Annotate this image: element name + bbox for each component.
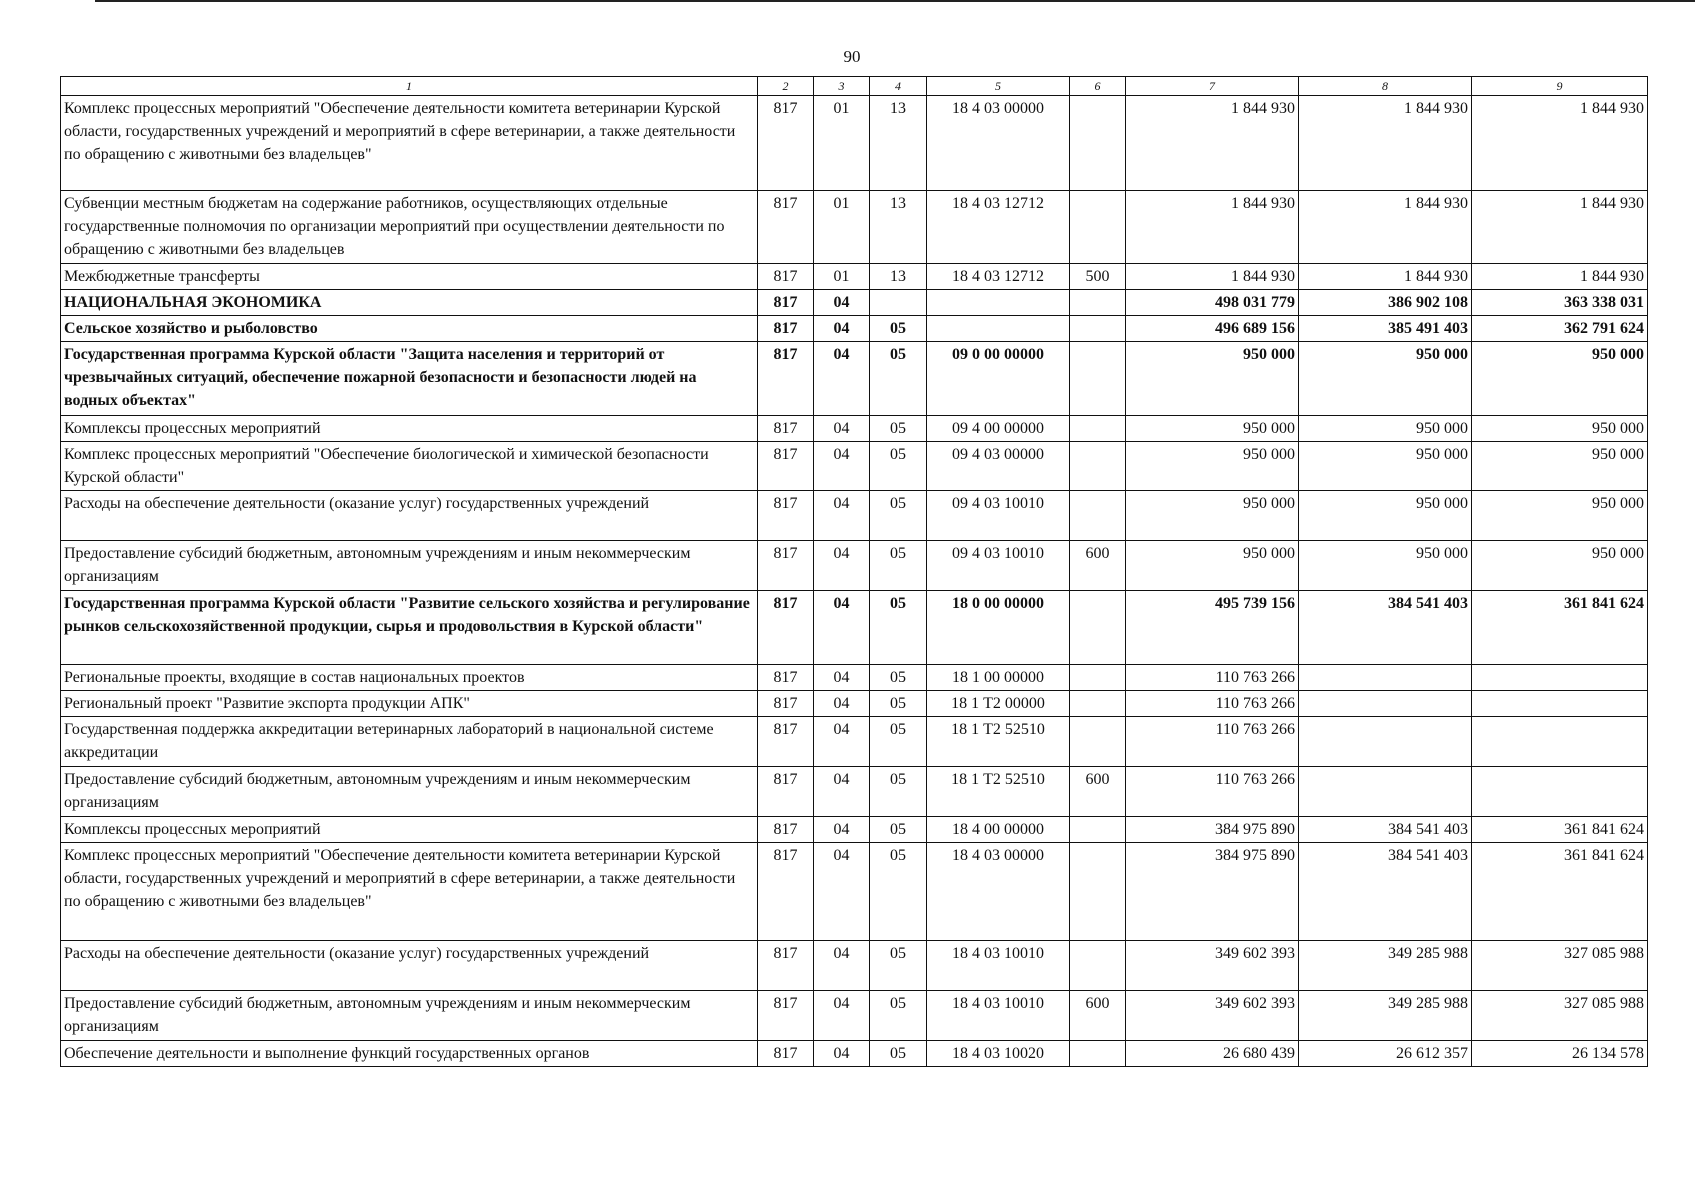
target-article-cell: 18 4 03 12712 <box>927 191 1070 264</box>
ministry-code-cell: 817 <box>758 843 814 941</box>
amount-year1-cell: 384 975 890 <box>1126 817 1299 843</box>
section-code-cell: 04 <box>814 817 870 843</box>
table-row <box>61 691 1648 717</box>
subsection-code-cell: 05 <box>870 717 927 767</box>
amount-year3-cell: 950 000 <box>1472 442 1648 491</box>
amount-year2-cell: 950 000 <box>1299 491 1472 541</box>
subsection-code-cell: 05 <box>870 491 927 541</box>
row-name-cell: НАЦИОНАЛЬНАЯ ЭКОНОМИКА <box>61 290 758 316</box>
row-name-cell: Региональные проекты, входящие в состав национальных проектов <box>61 665 758 691</box>
ministry-code-cell: 817 <box>758 717 814 767</box>
amount-year3-cell <box>1472 691 1648 717</box>
expense-type-cell: 600 <box>1070 767 1126 817</box>
subsection-code-cell: 05 <box>870 843 927 941</box>
ministry-code-cell: 817 <box>758 264 814 290</box>
table-row <box>61 416 1648 442</box>
amount-year2-cell: 386 902 108 <box>1299 290 1472 316</box>
row-name-cell: Государственная программа Курской области "Защита населения и территорий от чрезвычайных ситуаций, обеспечение пожарной безопасности и безопасности людей на водных объектах" <box>61 342 758 416</box>
target-article-cell: 18 4 03 00000 <box>927 843 1070 941</box>
column-number: 1 <box>61 77 758 96</box>
amount-year1-cell: 950 000 <box>1126 541 1299 591</box>
amount-year1-cell: 1 844 930 <box>1126 264 1299 290</box>
section-code-cell: 04 <box>814 843 870 941</box>
section-code-cell: 04 <box>814 491 870 541</box>
column-number: 2 <box>758 77 814 96</box>
amount-year2-cell: 26 612 357 <box>1299 1041 1472 1067</box>
amount-year1-cell: 349 602 393 <box>1126 941 1299 991</box>
subsection-code-cell: 05 <box>870 591 927 665</box>
section-code-cell: 04 <box>814 665 870 691</box>
subsection-code-cell <box>870 290 927 316</box>
target-article-cell: 09 4 03 00000 <box>927 442 1070 491</box>
column-number: 7 <box>1126 77 1299 96</box>
amount-year3-cell: 950 000 <box>1472 491 1648 541</box>
expense-type-cell <box>1070 717 1126 767</box>
amount-year3-cell: 363 338 031 <box>1472 290 1648 316</box>
amount-year2-cell: 1 844 930 <box>1299 96 1472 191</box>
table-row <box>61 442 1648 491</box>
table-row <box>61 717 1648 767</box>
amount-year1-cell: 110 763 266 <box>1126 665 1299 691</box>
section-code-cell: 04 <box>814 290 870 316</box>
target-article-cell <box>927 290 1070 316</box>
ministry-code-cell: 817 <box>758 416 814 442</box>
amount-year3-cell: 26 134 578 <box>1472 1041 1648 1067</box>
amount-year2-cell: 384 541 403 <box>1299 843 1472 941</box>
target-article-cell: 09 0 00 00000 <box>927 342 1070 416</box>
expense-type-cell <box>1070 342 1126 416</box>
table-row <box>61 991 1648 1041</box>
row-name-cell: Расходы на обеспечение деятельности (оказание услуг) государственных учреждений <box>61 941 758 991</box>
ministry-code-cell: 817 <box>758 290 814 316</box>
expense-type-cell <box>1070 191 1126 264</box>
table-row <box>61 591 1648 665</box>
amount-year1-cell: 110 763 266 <box>1126 717 1299 767</box>
amount-year3-cell: 327 085 988 <box>1472 941 1648 991</box>
table-row <box>61 541 1648 591</box>
row-name-cell: Комплекс процессных мероприятий "Обеспечение деятельности комитета ветеринарии Курской области, государственных учреждений и мероприятий в сфере ветеринарии, а также деятельности по обращению с животными без владельцев" <box>61 96 758 191</box>
amount-year1-cell: 496 689 156 <box>1126 316 1299 342</box>
row-name-cell: Комплекс процессных мероприятий "Обеспечение деятельности комитета ветеринарии Курской области, государственных учреждений и мероприятий в сфере ветеринарии, а также деятельности по обращению с животными без владельцев" <box>61 843 758 941</box>
ministry-code-cell: 817 <box>758 191 814 264</box>
subsection-code-cell: 05 <box>870 442 927 491</box>
amount-year2-cell <box>1299 691 1472 717</box>
table-row <box>61 767 1648 817</box>
page-number: 90 <box>843 47 861 66</box>
section-code-cell: 04 <box>814 1041 870 1067</box>
row-name-cell: Предоставление субсидий бюджетным, автономным учреждениям и иным некоммерческим организациям <box>61 767 758 817</box>
expense-type-cell <box>1070 941 1126 991</box>
amount-year1-cell: 495 739 156 <box>1126 591 1299 665</box>
ministry-code-cell: 817 <box>758 991 814 1041</box>
table-body <box>61 96 1648 1067</box>
subsection-code-cell: 05 <box>870 817 927 843</box>
amount-year1-cell: 110 763 266 <box>1126 767 1299 817</box>
expense-type-cell <box>1070 416 1126 442</box>
row-name-cell: Комплексы процессных мероприятий <box>61 817 758 843</box>
section-code-cell: 01 <box>814 191 870 264</box>
amount-year3-cell: 1 844 930 <box>1472 264 1648 290</box>
amount-year2-cell: 1 844 930 <box>1299 264 1472 290</box>
expense-type-cell <box>1070 316 1126 342</box>
section-code-cell: 04 <box>814 416 870 442</box>
ministry-code-cell: 817 <box>758 96 814 191</box>
table-row <box>61 491 1648 541</box>
row-name-cell: Обеспечение деятельности и выполнение функций государственных органов <box>61 1041 758 1067</box>
target-article-cell: 18 1 00 00000 <box>927 665 1070 691</box>
top-rule <box>95 0 1695 2</box>
column-number: 5 <box>927 77 1070 96</box>
ministry-code-cell: 817 <box>758 541 814 591</box>
subsection-code-cell: 05 <box>870 691 927 717</box>
ministry-code-cell: 817 <box>758 442 814 491</box>
row-name-cell: Сельское хозяйство и рыболовство <box>61 316 758 342</box>
amount-year3-cell: 1 844 930 <box>1472 191 1648 264</box>
amount-year1-cell: 498 031 779 <box>1126 290 1299 316</box>
expense-type-cell: 500 <box>1070 264 1126 290</box>
amount-year3-cell <box>1472 717 1648 767</box>
subsection-code-cell: 05 <box>870 316 927 342</box>
row-name-cell: Расходы на обеспечение деятельности (оказание услуг) государственных учреждений <box>61 491 758 541</box>
table-row <box>61 1041 1648 1067</box>
target-article-cell: 09 4 00 00000 <box>927 416 1070 442</box>
amount-year3-cell: 361 841 624 <box>1472 817 1648 843</box>
table-row <box>61 817 1648 843</box>
target-article-cell: 18 4 03 10010 <box>927 941 1070 991</box>
section-code-cell: 04 <box>814 442 870 491</box>
subsection-code-cell: 13 <box>870 191 927 264</box>
amount-year3-cell: 361 841 624 <box>1472 843 1648 941</box>
section-code-cell: 04 <box>814 342 870 416</box>
amount-year2-cell: 349 285 988 <box>1299 991 1472 1041</box>
row-name-cell: Комплекс процессных мероприятий "Обеспечение биологической и химической безопасности Курской области" <box>61 442 758 491</box>
amount-year3-cell: 327 085 988 <box>1472 991 1648 1041</box>
subsection-code-cell: 13 <box>870 96 927 191</box>
table-row <box>61 843 1648 941</box>
target-article-cell: 18 4 00 00000 <box>927 817 1070 843</box>
subsection-code-cell: 05 <box>870 416 927 442</box>
amount-year2-cell <box>1299 767 1472 817</box>
amount-year2-cell <box>1299 665 1472 691</box>
ministry-code-cell: 817 <box>758 491 814 541</box>
target-article-cell: 18 1 Т2 52510 <box>927 717 1070 767</box>
subsection-code-cell: 05 <box>870 342 927 416</box>
row-name-cell: Предоставление субсидий бюджетным, автономным учреждениям и иным некоммерческим организациям <box>61 541 758 591</box>
amount-year1-cell: 950 000 <box>1126 442 1299 491</box>
section-code-cell: 04 <box>814 691 870 717</box>
table-row <box>61 665 1648 691</box>
subsection-code-cell: 05 <box>870 767 927 817</box>
amount-year2-cell: 950 000 <box>1299 342 1472 416</box>
ministry-code-cell: 817 <box>758 767 814 817</box>
amount-year1-cell: 950 000 <box>1126 416 1299 442</box>
section-code-cell: 01 <box>814 96 870 191</box>
column-number: 4 <box>870 77 927 96</box>
amount-year2-cell: 384 541 403 <box>1299 817 1472 843</box>
target-article-cell: 18 4 03 12712 <box>927 264 1070 290</box>
expense-type-cell <box>1070 491 1126 541</box>
ministry-code-cell: 817 <box>758 817 814 843</box>
section-code-cell: 01 <box>814 264 870 290</box>
expense-type-cell <box>1070 442 1126 491</box>
column-number: 9 <box>1472 77 1648 96</box>
section-code-cell: 04 <box>814 591 870 665</box>
column-number: 3 <box>814 77 870 96</box>
amount-year1-cell: 349 602 393 <box>1126 991 1299 1041</box>
amount-year2-cell: 950 000 <box>1299 416 1472 442</box>
table-row <box>61 264 1648 290</box>
budget-table <box>60 76 1648 1067</box>
target-article-cell: 09 4 03 10010 <box>927 541 1070 591</box>
expense-type-cell: 600 <box>1070 541 1126 591</box>
expense-type-cell: 600 <box>1070 991 1126 1041</box>
row-name-cell: Государственная программа Курской области "Развитие сельского хозяйства и регулирование рынков сельскохозяйственной продукции, сырья и продовольствия в Курской области" <box>61 591 758 665</box>
subsection-code-cell: 05 <box>870 991 927 1041</box>
amount-year3-cell: 950 000 <box>1472 416 1648 442</box>
ministry-code-cell: 817 <box>758 941 814 991</box>
amount-year3-cell: 950 000 <box>1472 541 1648 591</box>
ministry-code-cell: 817 <box>758 316 814 342</box>
table-row <box>61 941 1648 991</box>
ministry-code-cell: 817 <box>758 1041 814 1067</box>
amount-year1-cell: 110 763 266 <box>1126 691 1299 717</box>
ministry-code-cell: 817 <box>758 342 814 416</box>
row-name-cell: Межбюджетные трансферты <box>61 264 758 290</box>
expense-type-cell <box>1070 591 1126 665</box>
target-article-cell: 18 0 00 00000 <box>927 591 1070 665</box>
column-number: 6 <box>1070 77 1126 96</box>
subsection-code-cell: 05 <box>870 541 927 591</box>
section-code-cell: 04 <box>814 941 870 991</box>
expense-type-cell <box>1070 691 1126 717</box>
ministry-code-cell: 817 <box>758 691 814 717</box>
column-number: 8 <box>1299 77 1472 96</box>
amount-year2-cell: 385 491 403 <box>1299 316 1472 342</box>
section-code-cell: 04 <box>814 541 870 591</box>
target-article-cell: 09 4 03 10010 <box>927 491 1070 541</box>
column-number-row <box>61 77 1648 96</box>
amount-year1-cell: 950 000 <box>1126 491 1299 541</box>
subsection-code-cell: 05 <box>870 665 927 691</box>
amount-year1-cell: 384 975 890 <box>1126 843 1299 941</box>
subsection-code-cell: 05 <box>870 941 927 991</box>
amount-year1-cell: 1 844 930 <box>1126 96 1299 191</box>
expense-type-cell <box>1070 1041 1126 1067</box>
amount-year2-cell: 950 000 <box>1299 541 1472 591</box>
expense-type-cell <box>1070 843 1126 941</box>
target-article-cell <box>927 316 1070 342</box>
section-code-cell: 04 <box>814 991 870 1041</box>
amount-year2-cell: 384 541 403 <box>1299 591 1472 665</box>
target-article-cell: 18 1 Т2 52510 <box>927 767 1070 817</box>
table-row <box>61 191 1648 264</box>
subsection-code-cell: 13 <box>870 264 927 290</box>
table-row <box>61 342 1648 416</box>
ministry-code-cell: 817 <box>758 665 814 691</box>
ministry-code-cell: 817 <box>758 591 814 665</box>
table-row <box>61 316 1648 342</box>
expense-type-cell <box>1070 665 1126 691</box>
amount-year1-cell: 26 680 439 <box>1126 1041 1299 1067</box>
amount-year3-cell <box>1472 665 1648 691</box>
amount-year3-cell <box>1472 767 1648 817</box>
table-row <box>61 96 1648 191</box>
section-code-cell: 04 <box>814 316 870 342</box>
target-article-cell: 18 1 Т2 00000 <box>927 691 1070 717</box>
amount-year3-cell: 361 841 624 <box>1472 591 1648 665</box>
amount-year2-cell: 349 285 988 <box>1299 941 1472 991</box>
expense-type-cell <box>1070 817 1126 843</box>
target-article-cell: 18 4 03 10010 <box>927 991 1070 1041</box>
expense-type-cell <box>1070 290 1126 316</box>
section-code-cell: 04 <box>814 767 870 817</box>
amount-year2-cell: 950 000 <box>1299 442 1472 491</box>
target-article-cell: 18 4 03 00000 <box>927 96 1070 191</box>
target-article-cell: 18 4 03 10020 <box>927 1041 1070 1067</box>
section-code-cell: 04 <box>814 717 870 767</box>
row-name-cell: Региональный проект "Развитие экспорта продукции АПК" <box>61 691 758 717</box>
amount-year3-cell: 1 844 930 <box>1472 96 1648 191</box>
table-row <box>61 290 1648 316</box>
amount-year2-cell <box>1299 717 1472 767</box>
amount-year3-cell: 950 000 <box>1472 342 1648 416</box>
amount-year1-cell: 950 000 <box>1126 342 1299 416</box>
amount-year2-cell: 1 844 930 <box>1299 191 1472 264</box>
row-name-cell: Государственная поддержка аккредитации ветеринарных лабораторий в национальной системе аккредитации <box>61 717 758 767</box>
subsection-code-cell: 05 <box>870 1041 927 1067</box>
amount-year1-cell: 1 844 930 <box>1126 191 1299 264</box>
row-name-cell: Комплексы процессных мероприятий <box>61 416 758 442</box>
row-name-cell: Субвенции местным бюджетам на содержание работников, осуществляющих отдельные государственные полномочия по организации мероприятий при осуществлении деятельности по обращению с животными без владельцев <box>61 191 758 264</box>
expense-type-cell <box>1070 96 1126 191</box>
amount-year3-cell: 362 791 624 <box>1472 316 1648 342</box>
row-name-cell: Предоставление субсидий бюджетным, автономным учреждениям и иным некоммерческим организациям <box>61 991 758 1041</box>
